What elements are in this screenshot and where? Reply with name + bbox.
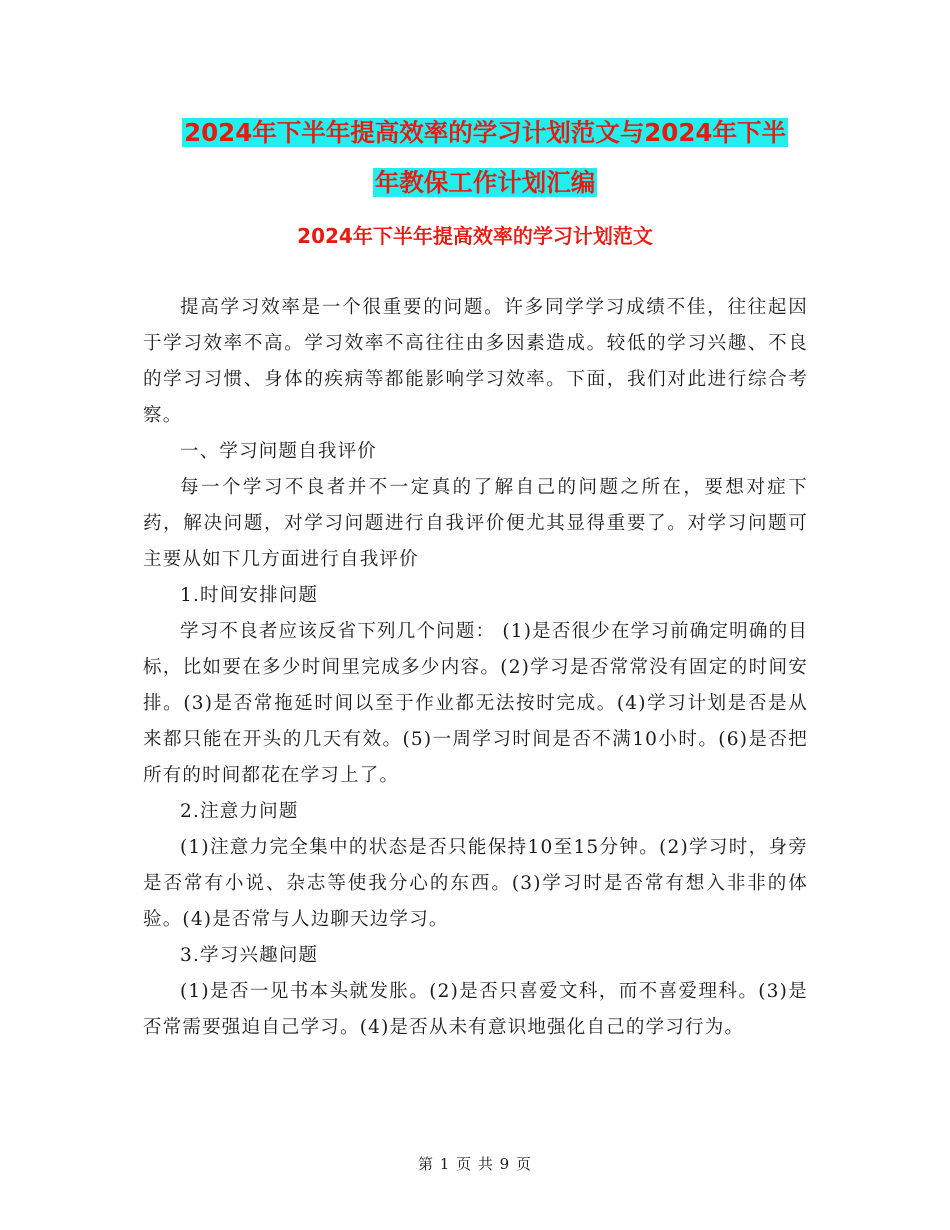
document-title-line2: 年教保工作计划汇编 <box>374 168 596 197</box>
heading-time-arrangement: 1.时间安排问题 <box>180 585 319 606</box>
document-body <box>143 290 808 1046</box>
page-number-footer: 第 1 页 共 9 页 <box>418 1155 532 1173</box>
document-title <box>140 108 830 208</box>
paragraph-attention: (1)注意力完全集中的状态是否只能保持10至15分钟。(2)学习时，身旁是否常有小说、杂志等使我分心的东西。(3)学习时是否常有想入非非的体验。(4)是否常与人边聊天边学习。 <box>143 837 808 930</box>
paragraph-intro: 提高学习效率是一个很重要的问题。许多同学学习成绩不佳，往往起因于学习效率不高。学习效率不高往往由多因素造成。较低的学习兴趣、不良的学习习惯、身体的疾病等都能影响学习效率。下面，我们对此进行综合考察。 <box>143 297 808 426</box>
document-title-line1: 2024年下半年提高效率的学习计划范文与2024年下半 <box>184 118 786 147</box>
heading-self-evaluation: 一、学习问题自我评价 <box>180 441 378 462</box>
paragraph-interest: (1)是否一见书本头就发胀。(2)是否只喜爱文科，而不喜爱理科。(3)是否常需要强迫自己学习。(4)是否从未有意识地强化自己的学习行为。 <box>143 981 808 1038</box>
paragraph-time-arrangement: 学习不良者应该反省下列几个问题： (1)是否很少在学习前确定明确的目标，比如要在多少时间里完成多少内容。(2)学习是否常常没有固定的时间安排。(3)是否常拖延时间以至于作业都无法按时完成。(4)学习计划是否是从来都只能在开头的几天有效。(5)一周学习时间是否不满10小时。(6)是否把所有的时间都花在学习上了。 <box>143 621 808 786</box>
section-title: 2024年下半年提高效率的学习计划范文 <box>297 224 653 248</box>
heading-attention: 2.注意力问题 <box>180 801 299 822</box>
paragraph-self-evaluation: 每一个学习不良者并不一定真的了解自己的问题之所在，要想对症下药，解决问题，对学习问题进行自我评价便尤其显得重要了。对学习问题可主要从如下几方面进行自我评价 <box>143 477 808 570</box>
heading-interest: 3.学习兴趣问题 <box>180 945 319 966</box>
